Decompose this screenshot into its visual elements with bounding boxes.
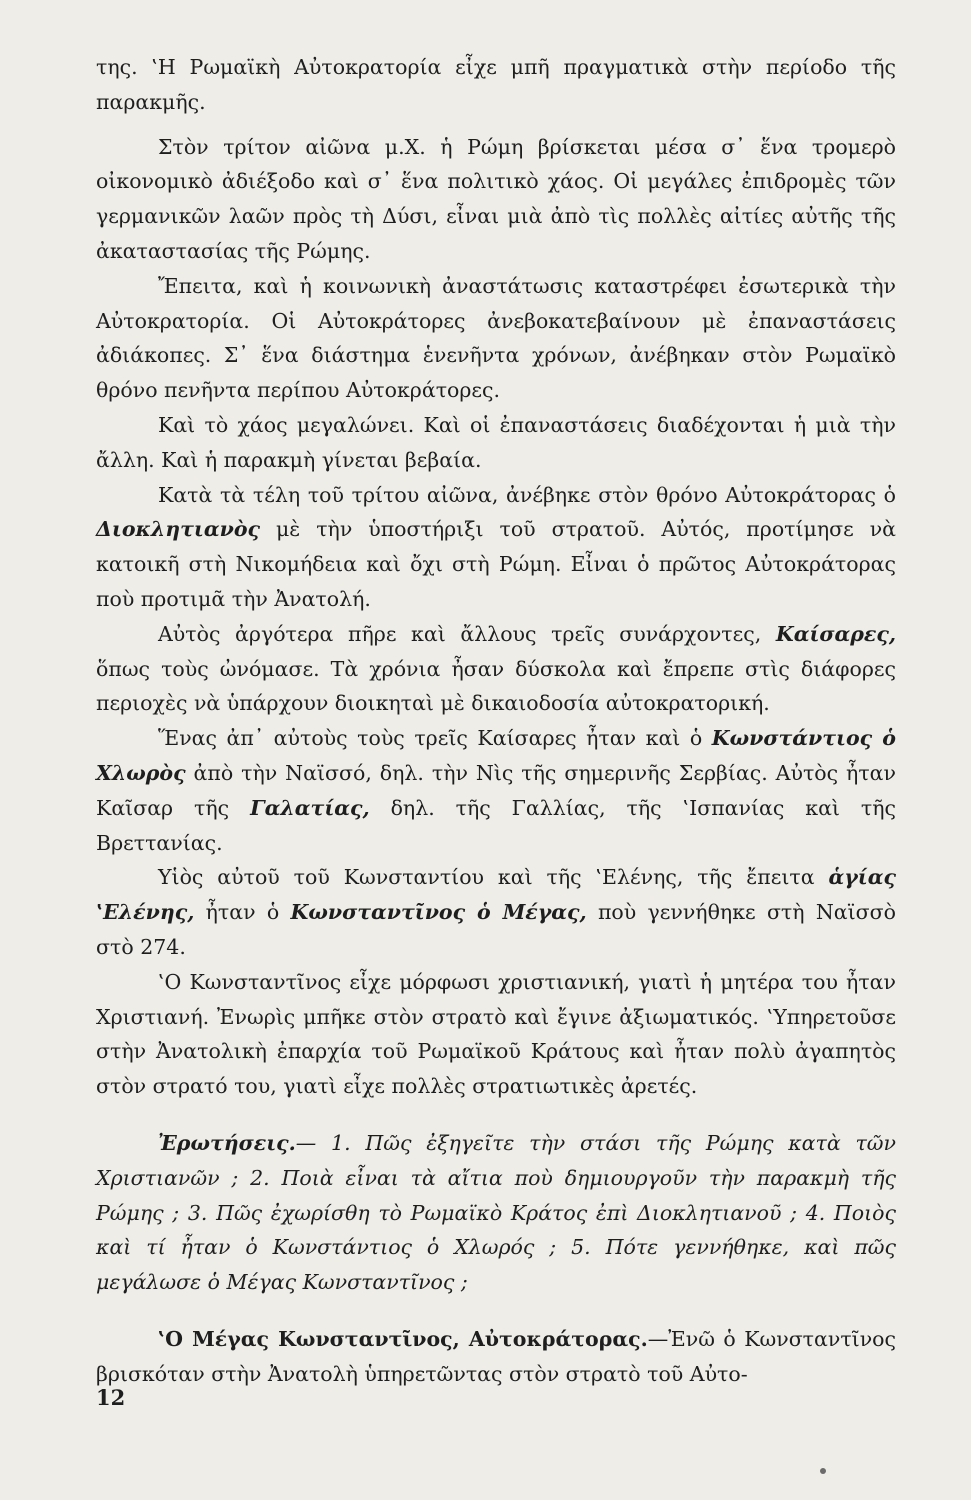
section-paragraph — [96, 1322, 896, 1392]
body-text — [96, 50, 896, 1391]
emphasis: Κωνσταντῖνος ὁ Μέγας, — [290, 900, 587, 925]
paragraph: ‛Ο Κωνσταντῖνος εἶχε μόρφωσι χριστιανική, γιατὶ ἡ μητέρα του ἦταν Χριστιανή. Ἐνωρὶς μπῆκε στὸν στρατὸ καὶ ἔγινε ἀξιωματικός. ‛Υπηρετοῦσε στὴν Ἀνατολικὴ ἐπαρχία τοῦ Ρωμαϊκοῦ Κράτους καὶ ἦταν πολὺ ἀγαπητὸς στὸν στρατό του, γιατὶ εἶχε πολλὲς στρατιωτικὲς ἀρετές. — [96, 969, 896, 1099]
paragraph: Κατὰ τὰ τέλη τοῦ τρίτου αἰῶνα, ἀνέβηκε στὸν θρόνο Αὐτοκράτορας ὁ Διοκλητιανὸς μὲ τὴν ὑποστήριξι τοῦ στρατοῦ. Αὐτός, προτίμησε νὰ κατοικῆ στὴ Νικομήδεια καὶ ὄχι στὴ Ρώμη. Εἶναι ὁ πρῶτος Αὐτοκράτορας ποὺ προτιμᾶ τὴν Ἀνατολή. — [96, 482, 896, 611]
paragraph: Ἕνας ἀπ᾿ αὐτοὺς τοὺς τρεῖς Καίσαρες ἦταν καὶ ὁ Κωνστάντιος ὁ Χλωρὸς ἀπὸ τὴν Ναϊσσό, δηλ. τὴν Νὶς τῆς σημερινῆς Σερβίας. Αὐτὸς ἦταν Καῖσαρ τῆς Γαλατίας, δηλ. τῆς Γαλλίας, τῆς ‛Ισπανίας καὶ τῆς Βρεττανίας. — [96, 726, 896, 855]
section-text: —Ἐνῶ ὁ Κωνσταντῖνος βρισκόταν στὴν Ἀνατολὴ ὑπηρετῶντας στὸν στρατὸ τοῦ Αὐτο- — [96, 1326, 896, 1386]
section-heading: ‛Ο Μέγας Κωνσταντῖνος, Αὐτοκράτορας. — [158, 1326, 648, 1351]
questions-text: — 1. Πῶς ἐξηγεῖτε τὴν στάσι τῆς Ρώμης κατὰ τῶν Χριστιανῶν ; 2. Ποιὰ εἶναι τὰ αἴτια ποὺ δημιουργοῦν τὴν παρακμὴ τῆς Ρώμης ; 3. Πῶς ἐχωρίσθη τὸ Ρωμαϊκὸ Κράτος ἐπὶ Διοκλητιανοῦ ; 4. Ποιὸς καὶ τί ἦταν ὁ Κωνστάντιος ὁ Χλωρός ; 5. Πότε γεννήθηκε, καὶ πῶς μεγάλωσε ὁ Μέγας Κωνσταντῖνος ; — [96, 1130, 896, 1295]
ink-speck — [820, 1468, 826, 1474]
paragraph: της. ‛Η Ρωμαϊκὴ Αὐτοκρατορία εἶχε μπῆ πραγματικὰ στὴν περίοδο τῆς παρακμῆς. — [96, 55, 896, 114]
emphasis: ἁγίας ‛Ελένης, — [96, 865, 896, 925]
questions-block — [96, 1126, 896, 1300]
paragraph: Υἱὸς αὐτοῦ τοῦ Κωνσταντίου καὶ τῆς ‛Ελένης, τῆς ἔπειτα ἁγίας ‛Ελένης, ἦταν ὁ Κωνσταντῖνος ὁ Μέγας, ποὺ γεννήθηκε στὴ Ναϊσσὸ στὸ 274. — [96, 865, 896, 959]
emphasis: Διοκλητιανὸς — [96, 517, 261, 542]
paragraph: Καὶ τὸ χάος μεγαλώνει. Καὶ οἱ ἐπαναστάσεις διαδέχονται ἡ μιὰ τὴν ἄλλη. Καὶ ἡ παρακμὴ γίνεται βεβαία. — [96, 412, 896, 472]
paragraph: Ἔπειτα, καὶ ἡ κοινωνικὴ ἀναστάτωσις καταστρέφει ἐσωτερικὰ τὴν Αὐτοκρατορία. Οἱ Αὐτοκράτορες ἀνεβοκατεβαίνουν μὲ ἐπαναστάσεις ἀδιάκοπες. Σ᾿ ἕνα διάστημα ἑνενῆντα χρόνων, ἀνέβηκαν στὸν Ρωμαϊκὸ θρόνο πενῆντα περίπου Αὐτοκράτορες. — [96, 273, 896, 403]
paragraph: Αὐτὸς ἀργότερα πῆρε καὶ ἄλλους τρεῖς συνάρχοντες, Καίσαρες, ὅπως τοὺς ὠνόμασε. Τὰ χρόνια ἦσαν δύσκολα καὶ ἔπρεπε στὶς διάφορες περιοχὲς νὰ ὑπάρχουν διοικηταὶ μὲ δικαιοδοσία αὐτοκρατορική. — [96, 621, 896, 716]
paragraph: Στὸν τρίτον αἰῶνα μ.Χ. ἡ Ρώμη βρίσκεται μέσα σ᾿ ἕνα τρομερὸ οἰκονομικὸ ἀδιέξοδο καὶ σ᾿ ἕνα πολιτικὸ χάος. Οἱ μεγάλες ἐπιδρομὲς τῶν γερμανικῶν λαῶν πρὸς τὴ Δύσι, εἶναι μιὰ ἀπὸ τὶς πολλὲς αἰτίες αὐτῆς τῆς ἀκαταστασίας τῆς Ρώμης. — [96, 134, 896, 263]
emphasis: Καίσαρες, — [775, 621, 896, 646]
emphasis: Κωνστάντιος ὁ Χλωρὸς — [96, 726, 896, 785]
page-number: 12 — [96, 1385, 126, 1410]
questions-label: Ἐρωτήσεις. — [158, 1130, 296, 1155]
emphasis: Γαλατίας, — [250, 795, 370, 820]
